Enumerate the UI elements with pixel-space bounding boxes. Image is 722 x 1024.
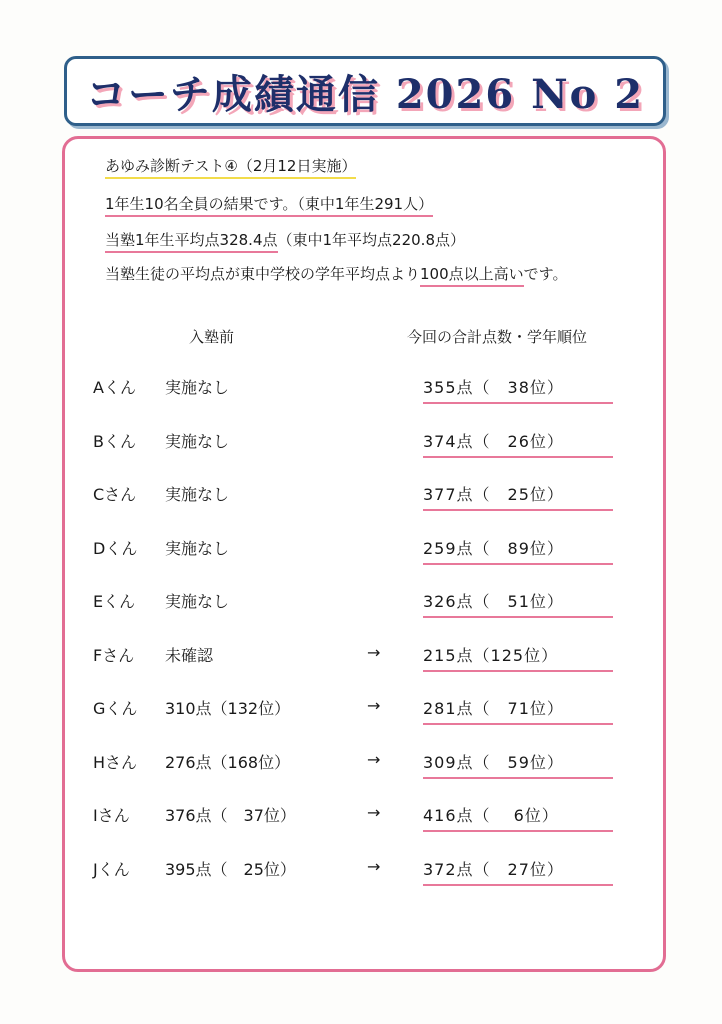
arrow: → xyxy=(367,856,381,876)
test-name: あゆみ診断テスト④（2月12日実施） xyxy=(105,157,356,179)
arrow: → xyxy=(367,803,381,822)
intro-participants xyxy=(105,193,433,214)
table-row xyxy=(65,375,663,405)
current-result: 326点（ 51位） xyxy=(423,589,613,618)
before-score: 310点（132位） xyxy=(165,699,291,718)
intro-test-name xyxy=(105,155,356,176)
current-result: 374点（ 26位） xyxy=(423,429,613,458)
table-row xyxy=(65,803,663,833)
page-title: コーチ成績通信 2026 No 2 xyxy=(85,70,645,118)
before-score: 実施なし xyxy=(165,431,230,451)
student-name: Jくん xyxy=(93,859,130,879)
before-score: 276点（168位） xyxy=(165,752,291,772)
before-score: 未確認 xyxy=(165,645,214,665)
current-result: 416点（ 6位） xyxy=(423,803,613,832)
column-header-before: 入塾前 xyxy=(189,328,235,346)
before-score: 376点（ 37位） xyxy=(165,806,296,825)
table-row xyxy=(65,696,663,726)
report-panel xyxy=(62,136,666,972)
arrow: → xyxy=(367,749,381,769)
current-result: 259点（ 89位） xyxy=(423,536,613,565)
table-row xyxy=(65,643,663,673)
table-row xyxy=(65,750,663,780)
intro-summary xyxy=(105,263,567,284)
current-result: 281点（ 71位） xyxy=(423,696,613,725)
participants-text: 1年生10名全員の結果です。（東中1年生291人） xyxy=(105,195,433,217)
current-result: 309点（ 59位） xyxy=(423,750,613,779)
student-name: Cさん xyxy=(93,485,137,504)
arrow: → xyxy=(367,642,381,662)
current-result: 377点（ 25位） xyxy=(423,482,613,511)
before-score: 実施なし xyxy=(165,378,230,397)
current-result: 215点（125位） xyxy=(423,643,613,672)
arrow: → xyxy=(367,696,381,715)
title-banner xyxy=(64,56,666,126)
before-score: 395点（ 25位） xyxy=(165,859,296,879)
before-score: 実施なし xyxy=(165,485,230,504)
student-name: Dくん xyxy=(93,538,138,558)
column-header-result: 今回の合計点数・学年順位 xyxy=(407,328,588,346)
current-result: 355点（ 38位） xyxy=(423,375,613,404)
summary-highlight: 100点以上高い xyxy=(420,265,524,287)
before-score: 実施なし xyxy=(165,538,230,558)
student-name: Iさん xyxy=(93,806,130,825)
student-name: Gくん xyxy=(93,699,138,718)
summary-text-1: 当塾生徒の平均点が東中学校の学年平均点より xyxy=(105,265,421,283)
table-row xyxy=(65,429,663,459)
school-average: 当塾1年生平均点328.4点 xyxy=(105,231,278,253)
table-row xyxy=(65,589,663,619)
before-score: 実施なし xyxy=(165,592,230,611)
student-name: Aくん xyxy=(93,378,136,397)
student-name: Bくん xyxy=(93,431,136,451)
student-name: Fさん xyxy=(93,645,135,665)
student-name: Hさん xyxy=(93,752,138,772)
current-result: 372点（ 27位） xyxy=(423,857,613,886)
table-row xyxy=(65,857,663,887)
table-row xyxy=(65,536,663,566)
district-average: （東中1年平均点220.8点） xyxy=(277,231,465,249)
student-name: Eくん xyxy=(93,592,136,611)
summary-text-2: です。 xyxy=(523,265,568,283)
table-row xyxy=(65,482,663,512)
intro-average xyxy=(105,229,465,250)
